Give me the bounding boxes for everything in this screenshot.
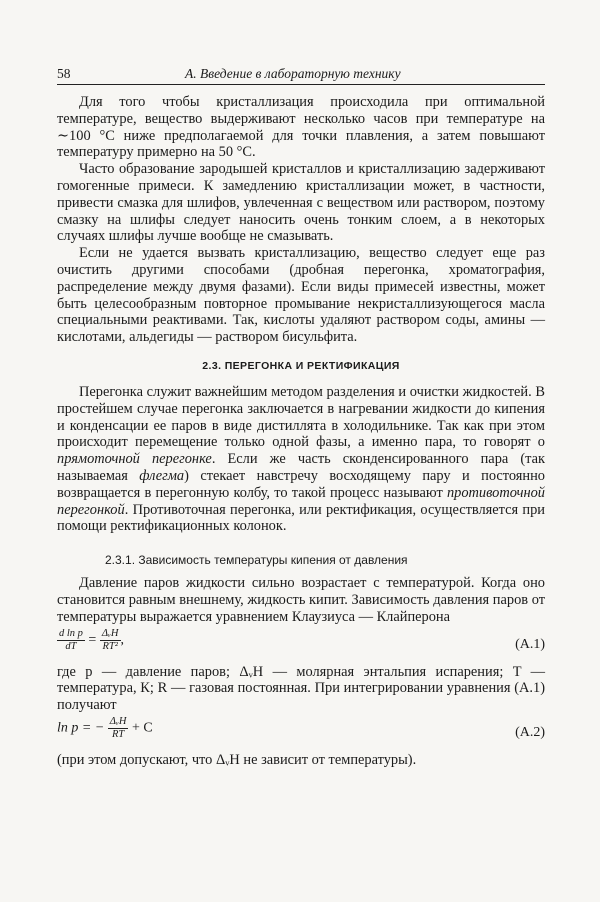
p4-text-c: . Если же часть сконденсированного пара (так называемая xyxy=(57,451,545,484)
page-number: 58 xyxy=(57,66,71,81)
running-header xyxy=(57,66,545,82)
paragraph-3: Если не удается вызвать кристаллизацию, вещество следует еще раз очистить другими способами (дробная перегонка, хроматография, распределение между двумя фазами). Если виды примесей известны, может быть целесообразным повторное промывание некристаллизующегося масла специальными реактивами. Так, кислоты удаляют раствором соды, амины — кислотами, альдегиды — раствором бисульфита. xyxy=(57,245,545,346)
paragraph-4 xyxy=(57,384,545,535)
p4-text-a: Перегонка служит важнейшим методом разделения и очистки жидкостей. В простейшем случае перегонка заключается в нагревании жидкости до кипения и конденсации ее паров в виде дистиллята в холодильнике. Так как при этом происходит перемещение только одной фазы, а именно пара, то говорят о xyxy=(57,383,545,451)
equation-a2-body: ln p = − $\frac{\text{ΔᵥH}}{RT}$ + C xyxy=(57,715,153,740)
p4-text-e: ) стекает навстречу восходящему пару и постоянно возвращается в перегонную колбу, то такой процесс называют xyxy=(57,467,546,501)
paragraph-6: где p — давление паров; ΔᵥH — молярная энтальпия испарения; T — температура, К; R — газовая постоянная. При интегрировании уравнения (А.1) получают xyxy=(57,663,545,714)
paragraph-5: Давление паров жидкости сильно возрастает с температурой. Когда оно становится равным внешнему, жидкость кипит. Зависимость давления паров от температуры выражается уравнением Клаузиуса — Клайперона xyxy=(57,575,545,625)
fraction-dlnp-dt: $\frac{\text{d ln p}}{dT}$ xyxy=(59,627,83,652)
paragraph-7: (при этом допускают, что ΔᵥH не зависит от температуры). xyxy=(57,751,417,768)
paragraph-2: Часто образование зародышей кристаллов и кристаллизацию задерживают гомогенные примеси. К замедлению кристаллизации может, в частности, привести смазка для шлифов, увлеченная с веществом или раствором, поэтому смазку на шлифы следует наносить очень тонким слоем, а в некоторых случаях шлифы лучше вообще не смазывать. xyxy=(57,161,545,245)
body-text xyxy=(57,94,545,769)
p4-text-g: . Противоточная перегонка, или ректификация, осуществляется при помощи ректификационных колонок. xyxy=(57,501,545,535)
section-title: 2.3. ПЕРЕГОНКА И РЕКТИФИКАЦИЯ xyxy=(202,359,400,372)
running-title: А. Введение в лабораторную технику xyxy=(185,66,401,81)
equation-a2-label: (А.2) xyxy=(515,724,545,740)
equation-a2 xyxy=(57,716,545,752)
fraction-dh-rt2: $\frac{\text{ΔᵥH}}{\text{RT²}}$ xyxy=(101,627,119,652)
equation-a1 xyxy=(57,628,545,664)
equation-a1-body: $\frac{\text{d ln p}}{dT}$ = $\frac{\text{ΔᵥH}}{\text{RT²}}$ , xyxy=(59,627,125,652)
equation-a1-label: (А.1) xyxy=(515,636,545,652)
term-reflux: флегма xyxy=(139,467,185,484)
term-countercurrent-distillation: противоточной перегонкой xyxy=(57,484,545,518)
paragraph-1: Для того чтобы кристаллизация происходила при оптимальной температуре, вещество выдерживают несколько часов при температуре на ∼100 °С ниже предполагаемой для точки плавления, а затем повышают температуру примерно на 50 °С. xyxy=(57,94,545,161)
header-rule xyxy=(57,84,545,85)
book-page xyxy=(57,66,546,768)
fraction-dh-rt: $\frac{\text{ΔᵥH}}{RT}$ xyxy=(109,715,127,740)
term-forward-distillation: прямоточной перегонке xyxy=(57,451,212,468)
subsection-title: 2.3.1. Зависимость температуры кипения от давления xyxy=(105,553,408,568)
